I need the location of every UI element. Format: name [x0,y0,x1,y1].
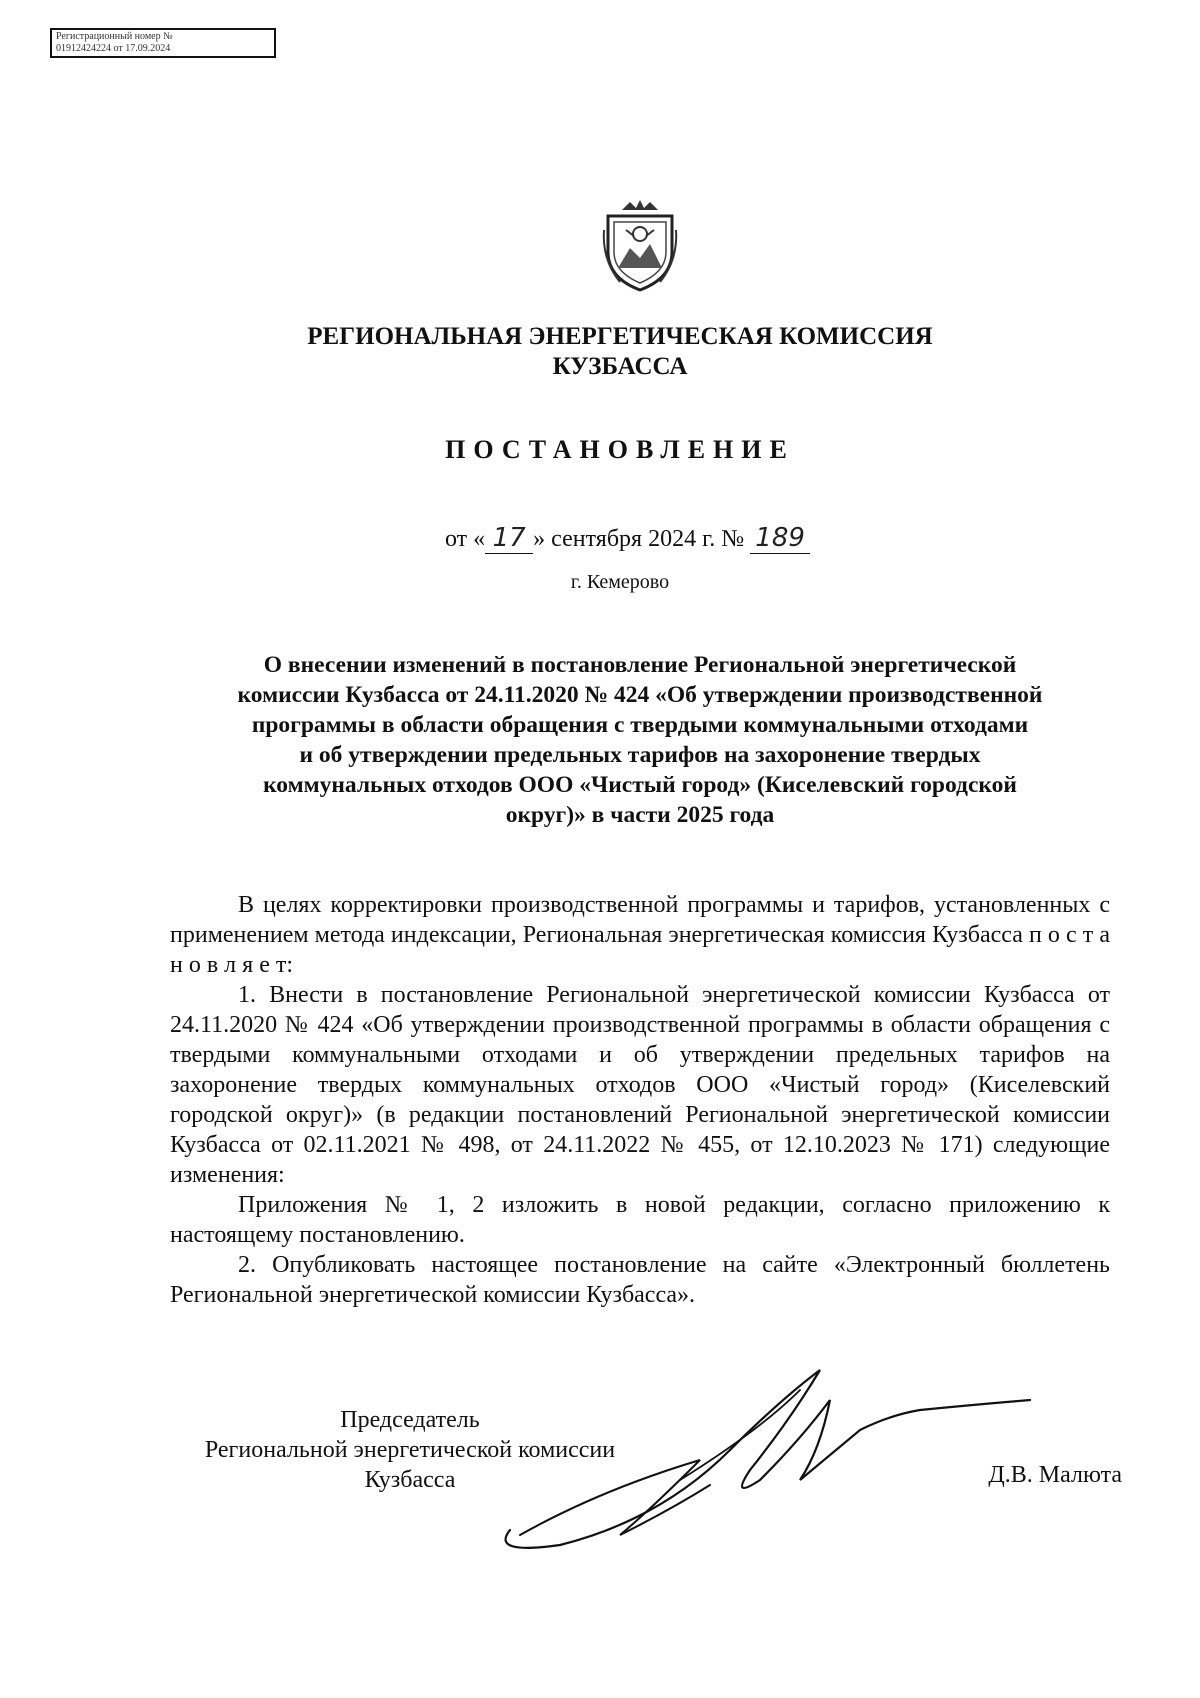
signatory-title-line: Кузбасса [364,1467,456,1493]
decree-word: п о с т а н о в л я е т: [170,922,1111,978]
organization-name-line2: КУЗБАССА [552,353,688,380]
document-subject [170,650,1110,830]
item-1-detail-paragraph: Приложения № 1, 2 изложить в новой редакции, согласно приложению к настоящему постановлению. [170,1192,1110,1248]
handwritten-document-number: 189 [750,523,810,554]
handwritten-signature [500,1360,1040,1560]
registration-number: 01912424224 от 17.09.2024 [56,43,171,54]
coat-of-arms-icon [600,200,680,292]
registration-box [50,28,276,58]
city-name: г. Кемерово [570,571,670,593]
intro-paragraph [170,890,1110,980]
subject-line: округ)» в части 2025 года [505,802,775,828]
document-type-title: ПОСТАНОВЛЕНИЕ [445,435,795,464]
organization-name-line1: РЕГИОНАЛЬНАЯ ЭНЕРГЕТИЧЕСКАЯ КОМИССИЯ [307,323,933,350]
subject-line: и об утверждении предельных тарифов на захоронение твердых [299,742,981,768]
signatory-title-line: Региональной энергетической комиссии [204,1437,616,1463]
subject-line: комиссии Кузбасса от 24.11.2020 № 424 «Об утверждении производственной [237,682,1043,708]
item-1-paragraph: 1. Внести в постановление Региональной энергетической комиссии Кузбасса от 24.11.2020 № 424 «Об утверждении производственной программы в области обращения с твердыми коммунальными отходами и об утверждении предельных тарифов на захоронение твердых коммунальных отходов ООО «Чистый город» (Киселевский городской округ)» (в редакции постановлений Региональной энергетической комиссии Кузбасса от 02.11.2021 № 498, от 24.11.2022 № 455, от 12.10.2023 № 171) следующие изменения: [170,982,1110,1188]
date-middle: » сентября 2024 г. № [533,526,745,552]
signatory-title-line: Председатель [340,1407,480,1433]
item-2-paragraph: 2. Опубликовать настоящее постановление на сайте «Электронный бюллетень Региональной энергетической комиссии Кузбасса». [170,1252,1110,1308]
subject-line: О внесении изменений в постановление Региональной энергетической [263,652,1017,678]
signatory-name: Д.В. Малюта [988,1462,1122,1488]
subject-line: программы в области обращения с твердыми коммунальными отходами [251,712,1029,738]
document-body [170,890,1110,1310]
subject-line: коммунальных отходов ООО «Чистый город» (Киселевский городской [263,772,1017,798]
handwritten-day: 17 [485,523,533,554]
registration-label: Регистрационный номер № [56,31,173,42]
intro-text: В целях корректировки производственной программы и тарифов, установленных с применением метода индексации, Региональная энергетическая комиссия Кузбасса [170,892,1110,948]
document-date-line [445,523,810,554]
date-prefix: от « [445,526,486,552]
